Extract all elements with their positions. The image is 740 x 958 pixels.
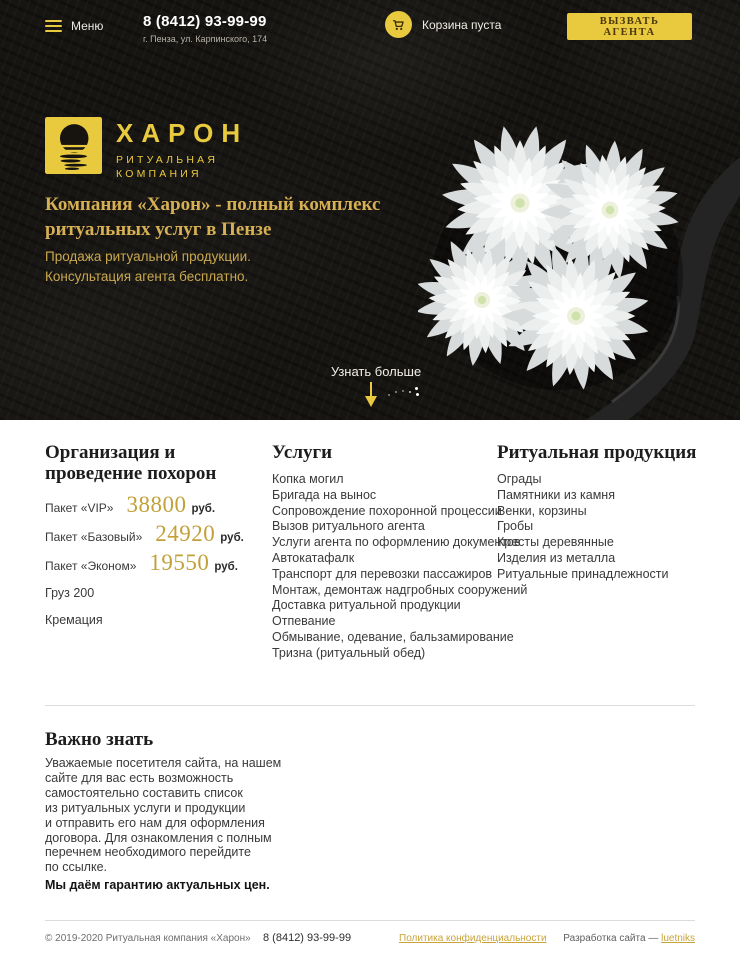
package-row	[45, 550, 238, 576]
footer-copyright: © 2019-2020 Ритуальная компания «Харон»	[45, 933, 251, 944]
footer-phone: 8 (8412) 93-99-99	[263, 932, 352, 944]
learn-more-link[interactable]: Узнать больше	[330, 364, 422, 379]
service-item: Вызов ритуального агента	[272, 519, 425, 534]
header-address: г. Пенза, ул. Карпинского, 174	[143, 34, 268, 44]
package-row	[45, 521, 244, 547]
hero-title: Компания «Харон» - полный комплекс ритуальных услуг в Пензе	[45, 194, 381, 240]
package-extra-item: Груз 200	[45, 586, 95, 600]
package-extra-item: Кремация	[45, 613, 103, 627]
package-label: Пакет «Эконом»	[45, 559, 137, 573]
footer-divider	[45, 920, 695, 921]
menu-button[interactable]	[45, 19, 103, 33]
product-item: Ограды	[497, 472, 542, 486]
cursor-trail-decoration	[386, 386, 432, 400]
flowers-ribbon-image	[418, 100, 740, 420]
package-price: 38800	[126, 492, 187, 517]
price-guarantee-note: Мы даём гарантию актуальных цен.	[45, 878, 270, 892]
service-item: Копка могил	[272, 472, 344, 486]
service-item: Бригада на вынос	[272, 487, 377, 502]
service-item: Транспорт для перевозки пассажиров	[272, 566, 493, 581]
header-phone: 8 (8412) 93-99-99	[143, 13, 267, 30]
important-title: Важно знать	[45, 729, 154, 750]
logo-name: ХАРОН	[116, 118, 249, 148]
logo-subtitle: РИТУАЛЬНАЯ КОМПАНИЯ	[116, 154, 219, 180]
service-item: Обмывание, одевание, бальзамирование	[272, 629, 514, 644]
cart-icon	[385, 11, 412, 38]
service-item: Сопровождение похоронной процессии	[272, 503, 502, 518]
cart-button[interactable]	[385, 11, 501, 38]
header-contacts	[143, 13, 267, 44]
package-currency: руб.	[214, 561, 238, 573]
package-price: 19550	[149, 550, 210, 575]
products-title: Ритуальная продукция	[497, 442, 697, 463]
package-row	[45, 492, 215, 518]
service-item: Услуги агента по оформлению документов	[272, 535, 521, 550]
developer-prefix: Разработка сайта —	[563, 933, 662, 944]
package-currency: руб.	[191, 503, 216, 515]
section-divider	[45, 705, 695, 706]
products-section	[497, 442, 712, 682]
service-item: Автокатафалк	[272, 550, 355, 565]
products-list	[497, 472, 669, 583]
product-item: Венки, корзины	[497, 503, 587, 518]
developer-credit	[563, 933, 695, 944]
package-label: Пакет «Базовый»	[45, 530, 143, 544]
services-list	[272, 472, 527, 662]
logo[interactable]	[45, 117, 248, 181]
product-item: Ритуальные принадлежности	[497, 566, 669, 581]
hero-section	[0, 0, 740, 420]
package-currency: руб.	[220, 532, 244, 544]
logo-icon	[45, 117, 102, 174]
privacy-policy-link[interactable]: Политика конфиденциальности	[399, 933, 547, 944]
product-item: Гробы	[497, 519, 534, 534]
package-price: 24920	[155, 521, 216, 546]
service-item: Отпевание	[272, 614, 336, 629]
hero-subtitle: Продажа ритуальной продукции. Консультация агента бесплатно.	[45, 249, 251, 284]
services-title: Услуги	[272, 442, 333, 463]
developer-link[interactable]: luetniks	[661, 933, 695, 944]
service-item: Доставка ритуальной продукции	[272, 598, 461, 613]
package-label: Пакет «VIP»	[45, 501, 114, 515]
menu-label: Меню	[71, 19, 104, 33]
hamburger-icon	[45, 20, 62, 32]
packages-section	[45, 442, 271, 682]
important-paragraph: Уважаемые посетителя сайта, на нашем сайте для вас есть возможность самостоятельно составить список из ритуальных услуги и продукции и отправить его нам для оформления договора. Для ознакомления с полным перечнем необходимого перейдите по ссылке.	[45, 756, 282, 875]
packages-title: Организация и проведение похорон	[45, 442, 217, 484]
product-item: Кресты деревянные	[497, 535, 614, 550]
cart-status: Корзина пуста	[422, 17, 502, 32]
logo-text	[116, 117, 248, 181]
down-arrow-icon[interactable]	[363, 382, 379, 413]
product-item: Изделия из металла	[497, 550, 616, 565]
product-item: Памятники из камня	[497, 487, 615, 502]
service-item: Тризна (ритуальный обед)	[272, 645, 426, 660]
service-item: Монтаж, демонтаж надгробных сооружений	[272, 582, 528, 597]
call-agent-button[interactable]: ВЫЗВАТЬ АГЕНТА	[567, 13, 692, 40]
